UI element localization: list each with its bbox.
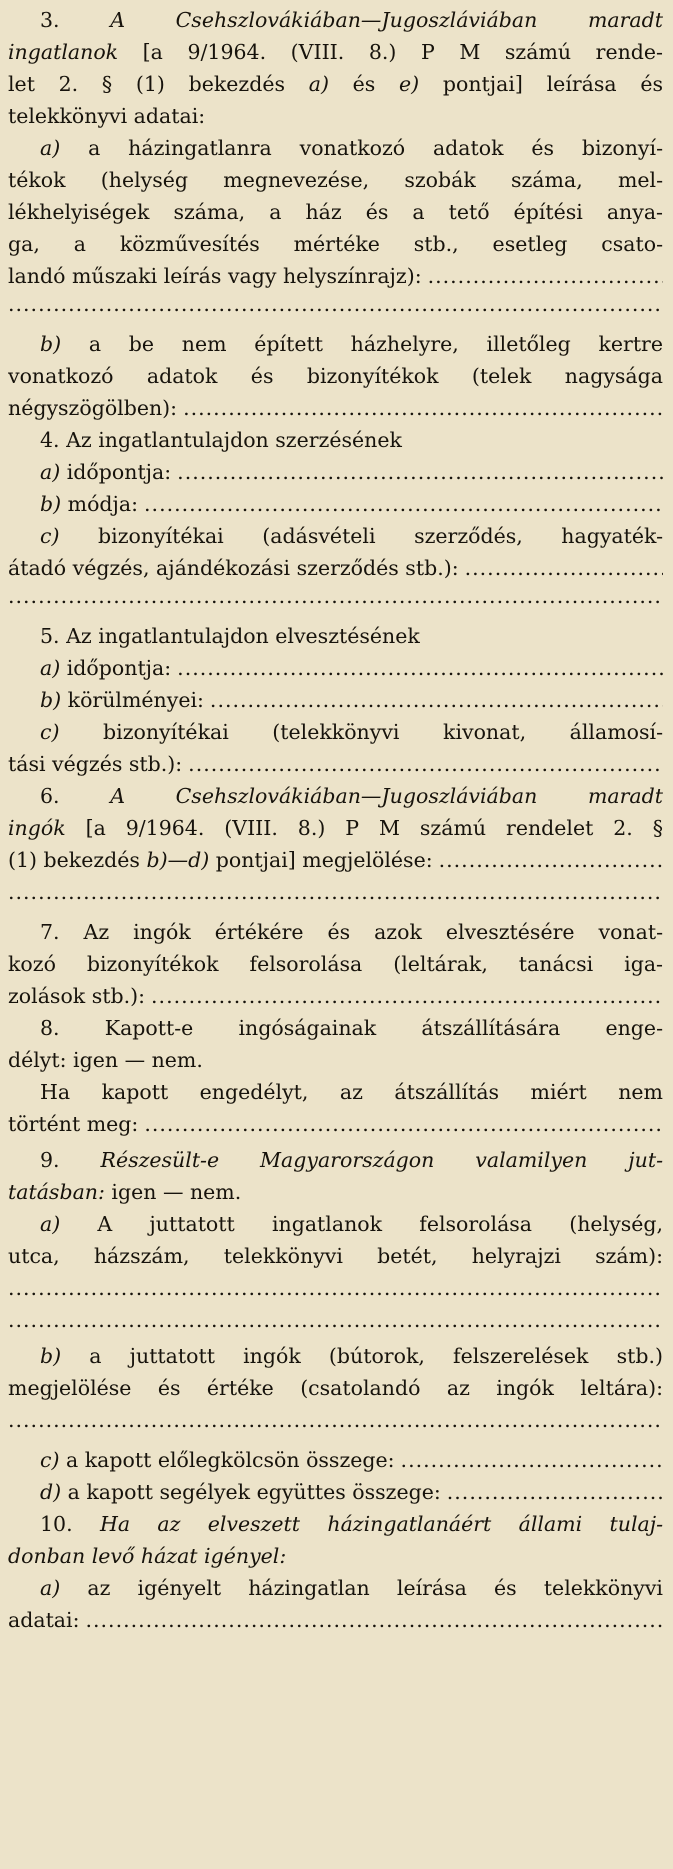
- dotted-fill-line: [8, 1404, 663, 1436]
- text-line: [40, 1076, 663, 1108]
- field-label: [8, 1604, 80, 1636]
- field-label: [8, 1108, 138, 1140]
- text-run: 10.: [40, 1512, 100, 1536]
- text-run: vonatkozó adatok és bizonyítékok (telek nagysága: [8, 364, 663, 388]
- dotted-fill-line: [8, 1304, 663, 1336]
- field-label: [40, 1444, 395, 1476]
- field-label: [8, 844, 433, 876]
- text-run: lékhelyiségek száma, a ház és a tető építési anya-: [8, 200, 663, 224]
- text-run: körülményei:: [61, 688, 204, 712]
- text-run: a juttatott ingók (bútorok, felszerelések stb.): [61, 1344, 663, 1368]
- text-run: 5. Az ingatlantulajdon elvesztésének: [40, 624, 420, 648]
- text-line: [40, 780, 663, 812]
- text-run: délyt: igen — nem.: [8, 1048, 203, 1072]
- text-run: időpontja:: [60, 460, 172, 484]
- form-field-line: [40, 1444, 663, 1476]
- form-field-line: [8, 844, 663, 876]
- text-run: időpontja:: [60, 656, 172, 680]
- text-line: [40, 132, 663, 164]
- italic-text: A Csehszlovákiában—Jugoszláviában maradt: [110, 8, 663, 32]
- form-field-line: [40, 684, 663, 716]
- italic-text: ingatlanok: [8, 40, 119, 64]
- text-line: [8, 812, 663, 844]
- italic-text: ingók: [8, 816, 66, 840]
- text-run: (1) bekezdés: [8, 848, 147, 872]
- field-label: [8, 392, 177, 424]
- dotted-answer-field[interactable]: [177, 652, 663, 684]
- text-line: [8, 36, 663, 68]
- text-line: [8, 1540, 663, 1572]
- text-run: bizonyítékai (telekkönyvi kivonat, államosí-: [59, 720, 663, 744]
- text-run: az igényelt házingatlan leírása és telekkönyvi: [60, 1576, 663, 1600]
- italic-text: tatásban:: [8, 1180, 105, 1204]
- italic-text: c): [40, 1448, 60, 1472]
- text-run: utca, házszám, telekkönyvi betét, helyrajzi szám):: [8, 1244, 663, 1268]
- text-line: [40, 1208, 663, 1240]
- text-run: a kapott segélyek együttes összege:: [61, 1480, 441, 1504]
- dotted-answer-field[interactable]: [144, 1108, 663, 1140]
- italic-text: b): [40, 492, 62, 516]
- text-run: 8. Kapott-e ingóságainak átszállítására enge-: [40, 1016, 663, 1040]
- italic-text: Részesült-e Magyarországon valamilyen jut-: [100, 1148, 663, 1172]
- field-label: [40, 684, 204, 716]
- text-run: a házingatlanra vonatkozó adatok és bizonyí-: [60, 136, 663, 160]
- text-line: [8, 100, 663, 132]
- form-field-line: [40, 488, 663, 520]
- field-label: [40, 652, 171, 684]
- text-run: adatai:: [8, 1608, 80, 1632]
- form-field-line: [8, 1108, 663, 1140]
- dotted-answer-field[interactable]: [144, 488, 663, 520]
- text-run: A juttatott ingatlanok felsorolása (helység,: [60, 1212, 663, 1236]
- text-line: [40, 716, 663, 748]
- italic-text: a): [40, 460, 61, 484]
- text-line: [8, 360, 663, 392]
- text-run: 3.: [40, 8, 111, 32]
- text-run: let 2. § (1) bekezdés: [8, 72, 309, 96]
- text-run: tékok (helység megnevezése, szobák száma, mel-: [8, 168, 663, 192]
- italic-text: a): [40, 136, 61, 160]
- italic-text: b): [40, 1344, 62, 1368]
- dotted-fill-line: [8, 1272, 663, 1304]
- italic-text: b): [40, 688, 62, 712]
- text-line: [8, 1176, 663, 1208]
- text-run: pontjai] leírása és: [419, 72, 663, 96]
- dotted-answer-field[interactable]: [86, 1604, 664, 1636]
- text-run: a be nem épített házhelyre, illetőleg kertre: [61, 332, 663, 356]
- text-line: [40, 1572, 663, 1604]
- dotted-fill-line: [8, 288, 663, 320]
- form-field-line: [8, 748, 663, 780]
- text-run: tási végzés stb.):: [8, 752, 183, 776]
- italic-text: a): [40, 1576, 61, 1600]
- dotted-answer-field[interactable]: [210, 684, 663, 716]
- text-line: [40, 424, 663, 456]
- text-line: [40, 328, 663, 360]
- text-run: Ha kapott engedélyt, az átszállítás miért nem: [40, 1080, 663, 1104]
- italic-text: a): [40, 1212, 61, 1236]
- text-run: [a 9/1964. (VIII. 8.) P M számú rendelet 2. §: [65, 816, 663, 840]
- form-field-line: [8, 1604, 663, 1636]
- text-run: telekkönyvi adatai:: [8, 104, 206, 128]
- form-field-line: [8, 980, 663, 1012]
- italic-text: a): [308, 72, 329, 96]
- field-label: [8, 748, 182, 780]
- text-run: 7. Az ingók értékére és azok elvesztésére vonat-: [40, 920, 663, 944]
- text-run: kozó bizonyítékok felsorolása (leltárak, tanácsi iga-: [8, 952, 663, 976]
- text-line: [8, 1372, 663, 1404]
- dotted-fill-line: [8, 580, 663, 612]
- text-run: [a 9/1964. (VIII. 8.) P M számú rende-: [118, 40, 663, 64]
- field-label: [40, 456, 171, 488]
- form-field-line: [40, 456, 663, 488]
- italic-text: Ha az elveszett házingatlanáért állami tulaj-: [99, 1512, 663, 1536]
- italic-text: b)—d): [146, 848, 210, 872]
- italic-text: b): [40, 332, 62, 356]
- dotted-answer-field[interactable]: [151, 980, 663, 1012]
- italic-text: donban levő házat igényel:: [8, 1544, 287, 1568]
- field-label: [40, 488, 138, 520]
- text-line: [8, 164, 663, 196]
- text-line: [8, 68, 663, 100]
- dotted-answer-field[interactable]: [188, 748, 663, 780]
- text-line: [40, 620, 663, 652]
- text-line: [40, 1508, 663, 1540]
- text-run: bizonyítékai (adásvételi szerződés, hagyaték-: [59, 524, 663, 548]
- form-field-line: [40, 1476, 663, 1508]
- text-run: négyszögölben):: [8, 396, 178, 420]
- italic-text: c): [40, 720, 60, 744]
- italic-text: a): [40, 656, 61, 680]
- form-field-line: [8, 392, 663, 424]
- text-run: megjelölése és értéke (csatolandó az ingók leltára):: [8, 1376, 663, 1400]
- text-line: [8, 948, 663, 980]
- text-line: [40, 4, 663, 36]
- text-run: ga, a közművesítés mértéke stb., esetleg csato-: [8, 232, 663, 256]
- text-line: [40, 1012, 663, 1044]
- dotted-answer-field[interactable]: [447, 1476, 663, 1508]
- text-run: 9.: [40, 1148, 101, 1172]
- text-line: [8, 1240, 663, 1272]
- text-run: és: [328, 72, 400, 96]
- text-line: [8, 196, 663, 228]
- text-run: igen — nem.: [104, 1180, 242, 1204]
- text-run: landó műszaki leírás vagy helyszínrajz):: [8, 264, 422, 288]
- italic-text: A Csehszlovákiában—Jugoszláviában maradt: [110, 784, 663, 808]
- text-run: a kapott előlegkölcsön összege:: [59, 1448, 395, 1472]
- field-label: [8, 980, 145, 1012]
- italic-text: c): [40, 524, 60, 548]
- dotted-answer-field[interactable]: [177, 456, 663, 488]
- field-label: [40, 1476, 441, 1508]
- dotted-answer-field[interactable]: [183, 392, 663, 424]
- text-line: [40, 916, 663, 948]
- text-run: 4. Az ingatlantulajdon szerzésének: [40, 428, 402, 452]
- dotted-fill-line: [8, 876, 663, 908]
- text-run: történt meg:: [8, 1112, 139, 1136]
- text-line: [8, 1044, 663, 1076]
- text-line: [8, 228, 663, 260]
- text-run: zolások stb.):: [8, 984, 146, 1008]
- text-run: átadó végzés, ajándékozási szerződés stb.):: [8, 556, 459, 580]
- text-run: pontjai] megjelölése:: [209, 848, 433, 872]
- text-line: [40, 1144, 663, 1176]
- text-line: [40, 520, 663, 552]
- italic-text: e): [399, 72, 420, 96]
- text-line: [40, 1340, 663, 1372]
- text-run: 6.: [40, 784, 111, 808]
- form-field-line: [40, 652, 663, 684]
- italic-text: d): [40, 1480, 62, 1504]
- text-run: módja:: [61, 492, 139, 516]
- dotted-answer-field[interactable]: [439, 844, 663, 876]
- dotted-answer-field[interactable]: [401, 1444, 663, 1476]
